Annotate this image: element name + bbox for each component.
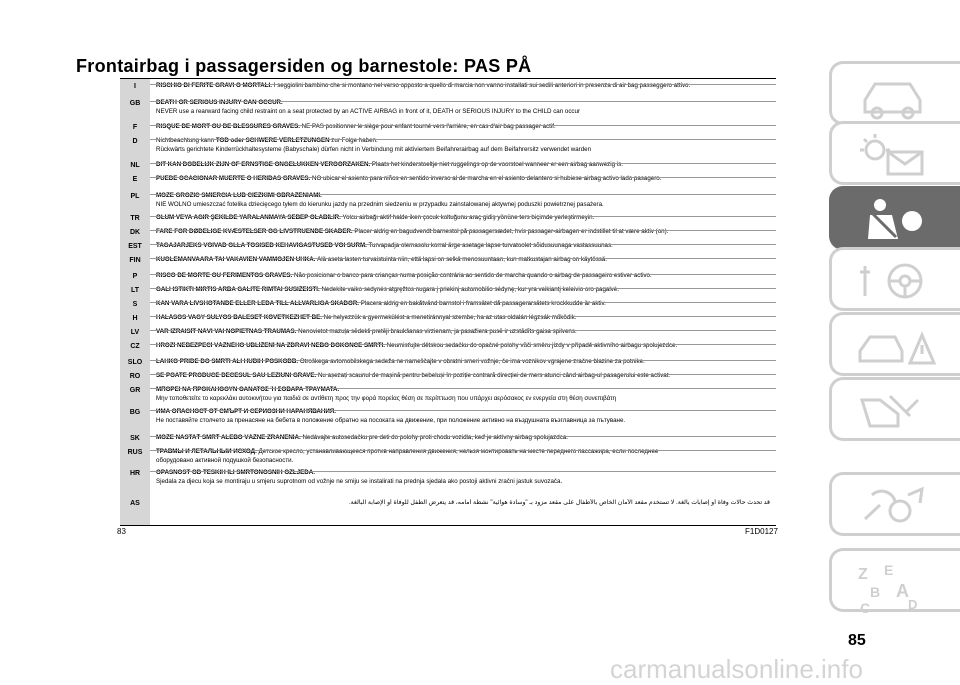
warning-text: [156, 272, 770, 281]
language-code: FIN: [129, 257, 141, 264]
language-code: I: [134, 83, 136, 90]
figure-code: F1D0127: [745, 527, 778, 536]
warning-text-line: MOŻE GROZIĆ ŚMIERCIA LUB CIEŻKIMI OBRAŻENIAMI.: [156, 192, 322, 199]
language-code: H: [132, 315, 138, 322]
warning-text: [156, 137, 770, 154]
warning-label-table: [120, 78, 776, 526]
language-code: CZ: [130, 343, 140, 350]
warning-text-line: Sjedala za djecu koja se montiraju u smjeru suprotnom od vožnje ne smiju se instalirati na prednja sjedala ako postoji aktivni zračni jastuk suvozača.: [156, 477, 563, 485]
language-code: NL: [130, 162, 140, 169]
tab-starting-driving[interactable]: [829, 247, 960, 311]
language-code: SK: [130, 435, 140, 442]
warning-text-line: ÖLÜM VEYA AĞIR ŞEKİLDE YARALANMAYA SEBEP OLABİLİR. Yolcu airbağı aktif halde iken çocuk koltuğunu araç gidiş yönüne ters biçimde yerleştirmeyin.: [156, 214, 595, 221]
language-code: S: [132, 301, 138, 308]
language-code: GB: [129, 100, 141, 107]
warning-text-line: RISCO DE MORTE OU FERIMENTOS GRAVES. Não posicionar o banco para crianças numa posição contrária ao sentido de marcha quando o airbag de passageiro estiver activo.: [156, 272, 652, 279]
svg-text:D: D: [908, 597, 918, 612]
language-code: E: [132, 176, 138, 183]
warning-text: [156, 372, 770, 381]
language-code: P: [132, 273, 138, 280]
warning-text: [156, 82, 770, 91]
tab-technical-data[interactable]: [829, 472, 960, 536]
dashboard-car-icon: [850, 70, 940, 122]
warning-text-line: ИМА ОПАСНОСТ ОТ СМЪРТ И СЕРИОЗНИ НАРАНЯВАНИЯ.: [156, 408, 336, 415]
warning-text-line: MÔŽE NASTAŤ SMRŤ ALEBO VÁŽNE ZRANENIA. Nedávajte autosedačku pre deti do polohy proti chodu vozidla, keď je aktívny airbag spolujazdca.: [156, 434, 568, 441]
tab-emergency[interactable]: [829, 312, 960, 376]
tab-maintenance[interactable]: [829, 377, 960, 441]
language-code: D: [132, 138, 138, 145]
tab-safety[interactable]: [829, 186, 960, 250]
warning-text-line: VAR IZRAISĪT NĀVI VAI NOPIETNAS TRAUMAS. Nenovietot mazuļa sēdekli pretēji braukšanas virzienam, ja pasažiera pusē ir uzstādīts gaisa spilvens.: [156, 328, 577, 335]
warning-text: [156, 342, 770, 351]
warning-text-line: Rückwärts gerichtete Kinderrückhaltesysteme (Babyschale) dürfen nicht in Verbindung mit aktiviertem Beifahrerairbag auf dem Beifahrersitz verwendet warden: [156, 145, 592, 153]
svg-text:Z: Z: [858, 566, 868, 583]
warning-text: [156, 123, 770, 132]
svg-text:E: E: [884, 562, 894, 578]
warning-text-line: KUOLEMANVAARA TAI VAKAVIEN VAMMOJEN UHKA. Älä aseta lasten turvaistuinta niin, että lapsi on selkä menosuuntaan, kun matkustajan airbag on käytössä.: [156, 256, 608, 263]
warning-text: [156, 99, 770, 116]
warning-text: [156, 448, 770, 465]
language-code: LV: [130, 329, 140, 336]
warning-text: [156, 408, 770, 425]
warning-text: [156, 228, 770, 237]
tab-alphabetical-index[interactable]: [829, 548, 960, 616]
warning-text: [156, 256, 770, 265]
warning-lights-icon: [850, 130, 940, 182]
warning-text-line: KAN VARA LIVSHOTANDE ELLER LEDA TILL ALLVARLIGA SKADOR. Placera aldrig en bakåtvänd barnstol i framsätet då passagerarsätets krockkudde är aktiv.: [156, 300, 606, 307]
warning-text-line: DEATH OR SERIOUS INJURY CAN OCCUR.: [156, 99, 283, 106]
warning-text-line: LAHKO PRIDE DO SMRTI ALI HUDIH POŠKODB. Otroškega avtomobilskega sedeža ne nameščajte v obratni smeri vožnje, če ima voznikov vgrajene zračne blazine za potnike.: [156, 358, 645, 365]
warning-text-line: ΜΠΟΡΕΙ ΝΑ ΠΡΟΚΛΗΘΟΥΝ ΘΑΝΑΤΟΣ Ή ΣΟΒΑΡΑ ΤΡΑΥΜΑΤΑ.: [156, 386, 340, 393]
warning-text-line: قد تحدث حالات وفاة أو إصابات بالغة. لا تستخدم مقعد الأمان الخاص بالأطفال على مقعد مزود بـ "وسادة هوائية" نشطة أمامه، قد يتعرض الطفل للوفاة أو الإصابة البالغة.: [348, 499, 770, 506]
warning-text-line: TAGAJÄRJEKS VÕIVAD OLLA TÕSISED KEHAVIGASTUSED VÕI SURM. Turvapadja olemasolu korral ärge asetage lapse turvatoolet sõidusuunaga vastassuunas.: [156, 242, 613, 249]
svg-text:C: C: [860, 600, 871, 616]
language-code: TR: [130, 215, 140, 222]
language-code: BG: [129, 409, 141, 416]
emergency-triangle-icon: [850, 321, 940, 373]
language-code: EST: [128, 243, 142, 250]
language-code: DK: [129, 229, 141, 236]
language-code: LT: [130, 287, 140, 294]
watermark: carmanualsonline.info: [610, 654, 863, 684]
language-code: F: [132, 124, 138, 131]
maintenance-wrench-icon: [850, 386, 940, 438]
warning-text-line: HROZÍ NEBEZPEČÍ VÁŽNÉHO UBLÍŽENÍ NA ZDRAVÍ NEBO DOKONCE SMRTI. Neumisťujte dětskou sedačku do opačné polohy vůči směru jízdy v případě aktivního airbagu spolujezdce.: [156, 342, 678, 349]
warning-text: [156, 469, 770, 486]
language-code: PL: [130, 193, 140, 200]
warning-text-line: GALI IŠTIKTI MIRTIS ARBA GALITE RIMTAI SUSIŽEISTI. Nedekite vaiko sedynės atgręžtos nugara į priekinį automobilio sėdynę, kur yra veikiantį keleivio oro pagalvė.: [156, 286, 619, 293]
warning-text: [156, 161, 770, 170]
language-code: RO: [129, 373, 141, 380]
language-code: GR: [129, 387, 141, 394]
language-code: SLO: [127, 359, 143, 366]
warning-text: [156, 300, 770, 309]
warning-text-line: FARE FOR DØDELIGE KVÆSTELSER OG LIVSTRUENDE SKADER. Placer aldrig en bagudvendt barnestol på passagersædet, hvis passager-airbagen er indstillet til at være aktiv (on).: [156, 228, 669, 235]
warning-text-line: DIT KAN DODELIJK ZIJN OF ERNSTIGE ONGELUKKEN VEROORZAKEN. Plaats het kinderstoeltje niet ruggelings op de voorstoel wanneer er een airbag aanwezig is.: [156, 161, 623, 168]
language-code: HR: [129, 470, 141, 477]
page-title: Frontairbag i passagersiden og barnestole: PAS PÅ: [76, 56, 532, 76]
warning-text-line: PUEDE OCACIONAR MUERTE O HERIDAS GRAVES. NO ubicar el asiento para niños en sentido inverso al de marcha en el asiento delantero si hubiese airbag activo lado pasagero.: [156, 175, 662, 182]
warning-text: [156, 434, 770, 443]
tab-warning-lights[interactable]: [829, 121, 960, 185]
warning-text-line: NEVER use a rearward facing child restraint on a seat protected by an ACTIVE AIRBAG in front of it, DEATH or SERIOUS INJURY to the CHILD can occur: [156, 107, 581, 115]
svg-text:B: B: [870, 584, 881, 600]
warning-text-line: оборудовано активной подушкой безопасности.: [156, 456, 294, 464]
warning-text: [156, 386, 770, 403]
svg-text:A: A: [896, 581, 909, 601]
warning-text: [156, 328, 770, 337]
seatbelt-airbag-icon: [850, 195, 940, 247]
warning-text: [156, 314, 770, 323]
page-number: 85: [848, 632, 866, 649]
warning-text-line: RISQUE DE MORT OU DE BLESSURES GRAVES. NE PAS positionner le siège pour enfant tourné vers l'arrière, en cas d'air bag passager actif.: [156, 123, 556, 130]
language-code: AS: [130, 500, 140, 507]
inner-page-number: 83: [117, 527, 126, 536]
technical-data-icon: [850, 481, 940, 533]
warning-text: [156, 499, 770, 508]
warning-text-line: SE POATE PRODUCE DECESUL SAU LEZIUNI GRAVE. Nu așezați scaunul de mașină pentru bebeluși în poziție contrară direcției de mers atunci când airbag-ul pasagerului este activat.: [156, 372, 671, 379]
warning-text: [156, 214, 770, 223]
warning-text-line: RISCHIO DI FERITE GRAVI O MORTALI. I seggiolini bambino che si montano nel verso opposto a quello di marcia non vanno installati sui sedili anteriori in presenza di air bag passeggero attivo.: [156, 82, 691, 89]
tab-dashboard[interactable]: [829, 61, 960, 125]
warning-text: [156, 286, 770, 295]
warning-text-line: HALÁSOS VAGY SÚLYOS BALESET KÖVETKEZHET BE. Ne helyezzük a gyermekülést a menetiránnyal szembe, ha az utas oldalán légzsák működik.: [156, 314, 577, 321]
warning-text: [156, 242, 770, 251]
language-code: RUS: [127, 449, 143, 456]
warning-text-line: ТРАВМЫ И ЛЕТАЛЬНЫЙ ИСХОД. Детское кресло, устанавливающееся против направления движения, нельзя монтировать на месте переднего пассажира, если последнее: [156, 448, 659, 455]
warning-text-line: Μην τοποθετείτε το καρεκλάκι αυτοκινήτου για παιδιά σε αντίθετη προς την φορά πορείας θέση σε περίπτωση που υπάρχει αερόσακος εν ενεργεία στη θέση συνεπιβάτη: [156, 394, 617, 402]
warning-text-line: Не поставяйте столчето за пренасяне на бебета в положение обратно на посоката на движение, при положение активно на въздушната възглавница за пътуване.: [156, 416, 626, 424]
starting-driving-icon: [850, 256, 940, 308]
warning-text-line: NIE WOLNO umieszczać fotelika dziecięcego tyłem do kierunku jazdy na przednim siedzeniu w przypadku zainstalowanej aktywnej poduszki powietrznej pasażera.: [156, 200, 604, 208]
warning-text: [156, 175, 770, 184]
alphabetical-index-icon: [850, 557, 940, 617]
warning-text-line: Nichtbeachtung kann TOD oder SCHWERE VERLETZUNGEN zur Folge haben.: [156, 137, 378, 144]
warning-text: [156, 192, 770, 209]
warning-text: [156, 358, 770, 367]
warning-text-line: OPASNOST OD TEŠKIH ILI SMRTONOSNIH OZLJEDA.: [156, 469, 315, 476]
